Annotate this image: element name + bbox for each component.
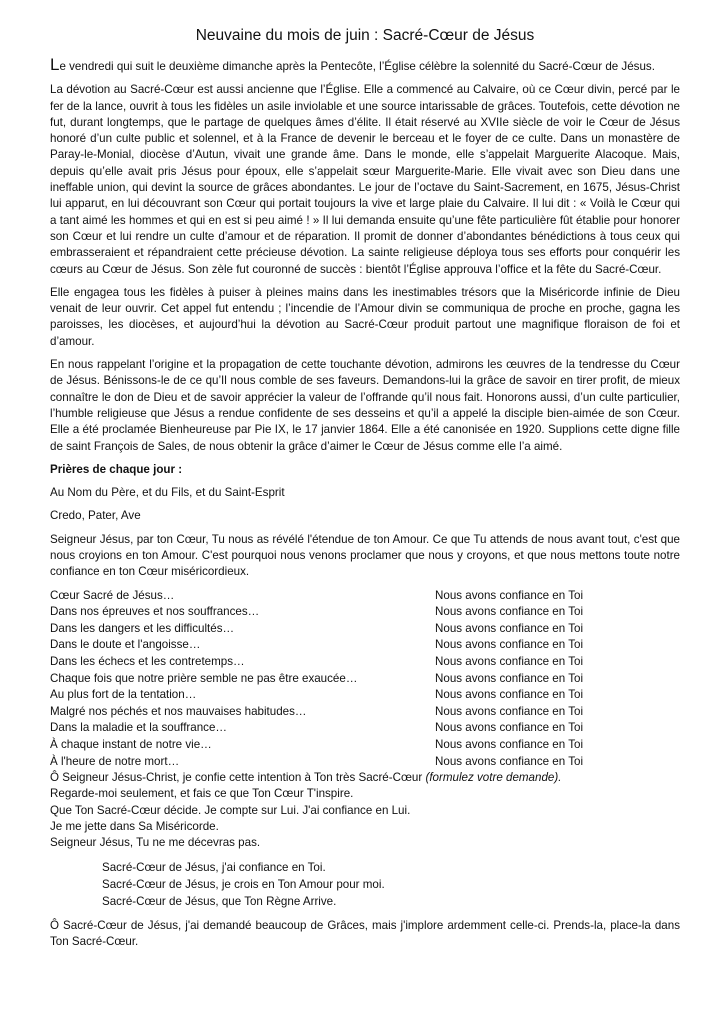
litany-response: Nous avons confiance en Toi (435, 588, 584, 602)
litany-invocation: Dans les échecs et les contretemps… (50, 654, 245, 668)
litany-invocation: Au plus fort de la tentation… (50, 688, 197, 702)
litany-row (50, 588, 680, 605)
closing-line: Seigneur Jésus, Tu ne me décevras pas. (50, 835, 261, 849)
history-paragraph: La dévotion au Sacré-Cœur est aussi ancienne que l’Église. Elle a commencé au Calvaire, où ce Cœur divin, percé par le fer de la lance, ouvrit à tous les fidèles un asile inviolable et une source intarissable de grâces. Toutefois, cette dévotion ne fut, durant longtemps, que le partage de quelques âmes d’élite. Il était réservé au XVIIe siècle de voir le Cœur de Jésus honoré d’un culte public et solennel, et à la France de devenir le berceau et le foyer de ce culte. Dans un monastère de Paray-le-Monial, diocèse d’Autun, vivait une grande âme. Dans le monde, elle s’appelait Marguerite Alacoque. Mais, depuis qu’elle avait pris Jésus pour époux, elle s’appelait sœur Marguerite-Marie. Elle vivait avec son Dieu dans une ineffable union, qui devint la source de grâces abondantes. Le jour de l’octave du Saint-Sacrement, en 1675, Jésus-Christ lui apparut, en lui découvrant son Cœur qui portait toujours la vive et large plaie du Calvaire. Il lui dit : « Voilà le Cœur qui a tant aimé les hommes et qui en est si peu aimé ! » Il lui demanda ensuite qu’une fête particulière fût établie pour honorer son Cœur et lui rendre un culte d’amour et de réparation. Il promit de donner d’abondantes bénédictions à tous ceux qui embrasseraient et répandraient cette précieuse dévotion. La sainte religieuse déploya tous ses efforts pour conquérir les cœurs au Cœur de Jésus. Son zèle fut couronné de succès : bientôt l’Église approuva l’office et la fête du Sacré-Cœur. (50, 83, 680, 276)
litany-row (50, 687, 680, 704)
litany-row (50, 621, 680, 638)
litany-row (50, 704, 680, 721)
litany-row (50, 637, 680, 654)
litany-invocation: Dans nos épreuves et nos souffrances… (50, 605, 260, 619)
propagation-paragraph: Elle engagea tous les fidèles à puiser à pleines mains dans les inestimables trésors que la Miséricorde infinie de Dieu venait de leur ouvrir. Cet appel fut entendu ; l’incendie de l’Amour divin se communiqua de proche en proche, gagna les paroisses, les diocèses, et aujourd’hui la dévotion au Sacré-Cœur produit partout une magnifique floraison de foi et d’amour. (50, 285, 680, 348)
page-title: Neuvaine du mois de juin : Sacré-Cœur de Jésus (195, 27, 535, 44)
litany-response: Nous avons confiance en Toi (435, 704, 584, 718)
closing-line: Je me jette dans Sa Miséricorde. (50, 819, 219, 833)
credo-line: Credo, Pater, Ave (50, 509, 141, 523)
final-prayer: Ô Sacré-Cœur de Jésus, j'ai demandé beaucoup de Grâces, mais j'implore ardemment celle-ci. Prends-la, place-la dans Ton Sacré-Cœur. (50, 919, 680, 949)
litany-invocation: Chaque fois que notre prière semble ne pas être exaucée… (50, 671, 358, 685)
litany-response: Nous avons confiance en Toi (435, 638, 584, 652)
invocation-line: Sacré-Cœur de Jésus, que Ton Règne Arrive. (102, 895, 337, 909)
litany-row (50, 671, 680, 688)
litany-invocation: Malgré nos péchés et nos mauvaises habitudes… (50, 704, 307, 718)
litany-row (50, 654, 680, 671)
litany-response: Nous avons confiance en Toi (435, 721, 584, 735)
litany-response: Nous avons confiance en Toi (435, 737, 584, 751)
litany-response: Nous avons confiance en Toi (435, 605, 584, 619)
intro-paragraph (50, 57, 680, 75)
litany (50, 588, 680, 771)
intro-text: e vendredi qui suit le deuxième dimanche après la Pentecôte, l’Église célèbre la solennité du Sacré-Cœur de Jésus. (59, 60, 655, 73)
invocation-line: Sacré-Cœur de Jésus, je crois en Ton Amour pour moi. (102, 878, 385, 892)
drop-cap: L (50, 55, 60, 74)
litany-response: Nous avons confiance en Toi (435, 671, 584, 685)
litany-response: Nous avons confiance en Toi (435, 688, 584, 702)
litany-row (50, 737, 680, 754)
litany-response: Nous avons confiance en Toi (435, 654, 584, 668)
litany-invocation: Dans les dangers et les difficultés… (50, 621, 235, 635)
invocation-line: Sacré-Cœur de Jésus, j'ai confiance en Toi. (102, 861, 326, 875)
litany-invocation: À l'heure de notre mort… (50, 754, 180, 768)
intention-line (50, 770, 680, 786)
invocations-block (50, 859, 680, 910)
intention-text: Ô Seigneur Jésus-Christ, je confie cette intention à Ton très Sacré-Cœur (50, 771, 426, 785)
opening-prayer: Seigneur Jésus, par ton Cœur, Tu nous as révélé l'étendue de ton Amour. Ce que Tu attends de nous avant tout, c'est que nous croyions en ton Amour. C'est pourquoi nous venons proclamer que nous y croyons, et que nous mettons toute notre confiance en ton Cœur miséricordieux. (50, 532, 680, 579)
prayers-heading: Prières de chaque jour : (50, 462, 183, 476)
reflection-paragraph: En nous rappelant l’origine et la propagation de cette touchante dévotion, admirons les œuvres de la tendresse du Cœur de Jésus. Bénissons-le de ce qu’Il nous comble de ses faveurs. Demandons-lui la grâce de savoir en tirer profit, de mieux connaître le don de Dieu et de savoir apprécier la valeur de l’offrande qu’il nous fait. Honorons aussi, d’un culte particulier, l’humble religieuse que Jésus a rendue confidente de ses desseins et qu’il a appelé la disciple bien-aimée de son Cœur. Elle a été proclamée Bienheureuse par Pie IX, le 17 janvier 1864. Elle a été canonisée en 1920. Supplions cette digne fille de saint François de Sales, de nous obtenir la grâce d’aimer le Cœur de Jésus comme elle l’a aimé. (50, 358, 680, 453)
litany-row (50, 604, 680, 621)
intention-italic: (formulez votre demande). (425, 771, 562, 785)
litany-row (50, 720, 680, 737)
closing-line: Que Ton Sacré-Cœur décide. Je compte sur Lui. J'ai confiance en Lui. (50, 803, 411, 817)
litany-invocation: Cœur Sacré de Jésus… (50, 588, 175, 602)
litany-invocation: Dans le doute et l'angoisse… (50, 638, 201, 652)
litany-invocation: Dans la maladie et la souffrance… (50, 721, 228, 735)
sign-of-cross: Au Nom du Père, et du Fils, et du Saint-Esprit (50, 486, 285, 500)
litany-row (50, 754, 680, 771)
litany-invocation: À chaque instant de notre vie… (50, 737, 212, 751)
litany-response: Nous avons confiance en Toi (435, 621, 584, 635)
closing-line: Regarde-moi seulement, et fais ce que Ton Cœur T'inspire. (50, 787, 354, 801)
litany-response: Nous avons confiance en Toi (435, 754, 584, 768)
